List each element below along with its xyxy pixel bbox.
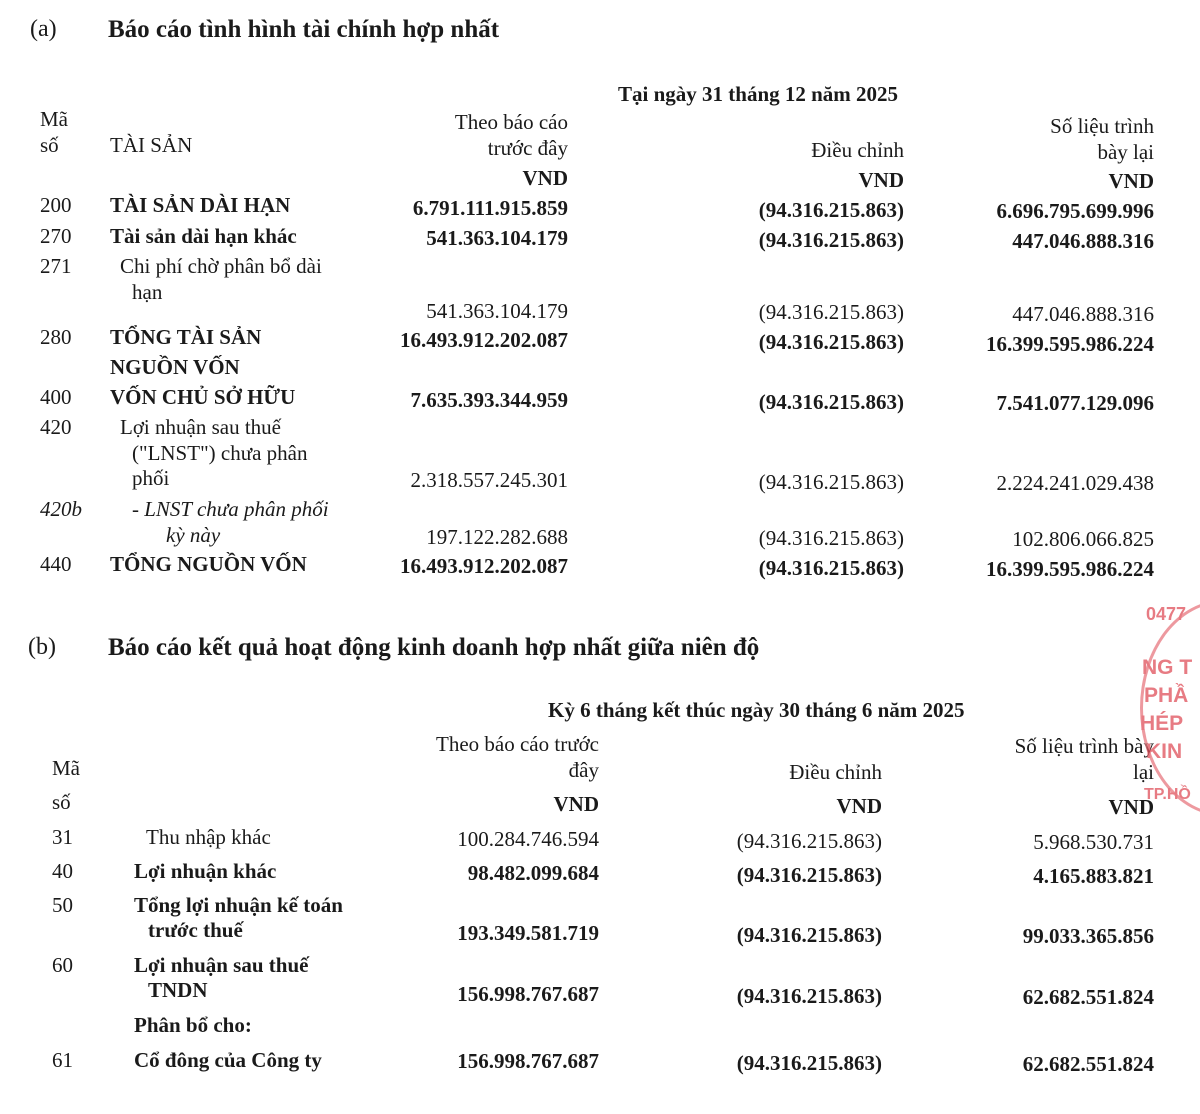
header-col3-unit: VND <box>1108 795 1154 819</box>
row-code: 31 <box>52 825 73 849</box>
row-code: 60 <box>52 953 73 977</box>
row-label-cont: phối <box>132 466 170 490</box>
section-a-title: Báo cáo tình hình tài chính hợp nhất <box>108 16 500 43</box>
row-label: Thu nhập khác <box>146 825 271 849</box>
row-label-cont: hạn <box>132 280 163 304</box>
row-value-restated: 62.682.551.824 <box>1022 985 1154 1009</box>
row-label: Chi phí chờ phân bổ dài <box>120 254 322 278</box>
stamp-ring <box>1140 600 1200 816</box>
row-label-cont: kỳ này <box>166 523 221 547</box>
row-value-previous: 100.284.746.594 <box>457 827 599 851</box>
section-b-title: Báo cáo kết quả hoạt động kinh doanh hợp nhất giữa niên độ <box>108 634 760 661</box>
row-value-adjustment: (94.316.215.863) <box>758 526 904 550</box>
row-value-previous: 541.363.104.179 <box>426 226 568 250</box>
row-code: 271 <box>40 254 72 278</box>
row-code: 200 <box>40 193 72 217</box>
row-value-adjustment: (94.316.215.863) <box>736 923 882 947</box>
stamp-text: TP.HỒ <box>1144 786 1191 803</box>
row-value-restated: 4.165.883.821 <box>1033 864 1154 888</box>
row-value-restated: 447.046.888.316 <box>1012 302 1154 326</box>
row-value-previous: 541.363.104.179 <box>426 299 568 323</box>
row-value-adjustment: (94.316.215.863) <box>758 470 904 494</box>
row-label-cont: trước thuế <box>148 918 243 942</box>
stamp-text: 0477 <box>1146 604 1187 624</box>
row-value-previous: 156.998.767.687 <box>457 1049 599 1073</box>
header-col1-unit: VND <box>553 792 599 816</box>
equity-section-heading: NGUỒN VỐN <box>110 355 240 379</box>
header-col1-line2: trước đây <box>487 136 568 160</box>
row-label-cont: ("LNST") chưa phân <box>132 441 308 465</box>
header-col3-line2: lại <box>1133 760 1154 784</box>
header-col1-line1: Theo báo cáo trước <box>436 732 599 756</box>
header-code-line2: số <box>52 790 71 814</box>
row-code: 440 <box>40 552 72 576</box>
header-col2-unit: VND <box>836 794 882 818</box>
row-code: 40 <box>52 859 73 883</box>
row-code: 420 <box>40 415 72 439</box>
row-value-restated: 7.541.077.129.096 <box>996 391 1154 415</box>
row-value-restated: 16.399.595.986.224 <box>986 332 1154 356</box>
row-label: Lợi nhuận khác <box>134 859 277 883</box>
row-label: - LNST chưa phân phối <box>132 497 329 521</box>
row-value-previous: 197.122.282.688 <box>426 525 568 549</box>
company-seal-stamp <box>1140 590 1200 830</box>
row-value-restated: 102.806.066.825 <box>1012 527 1154 551</box>
row-value-restated: 6.696.795.699.996 <box>996 199 1154 223</box>
row-value-restated: 62.682.551.824 <box>1022 1052 1154 1076</box>
row-code: 61 <box>52 1048 73 1072</box>
row-value-previous: 16.493.912.202.087 <box>400 328 568 352</box>
row-value-adjustment: (94.316.215.863) <box>758 390 904 414</box>
section-b-letter: (b) <box>28 634 56 660</box>
section-a-period: Tại ngày 31 tháng 12 năm 2025 <box>618 82 899 106</box>
allocation-heading: Phân bổ cho: <box>134 1013 252 1037</box>
stamp-text: PHẦ <box>1144 684 1189 707</box>
row-label: TỔNG NGUỒN VỐN <box>110 552 307 576</box>
header-col1-line1: Theo báo cáo <box>454 110 568 134</box>
header-code-line1: Mã <box>52 756 80 780</box>
row-label-cont: TNDN <box>148 978 208 1002</box>
row-value-adjustment: (94.316.215.863) <box>758 556 904 580</box>
row-label: Lợi nhuận sau thuế <box>120 415 281 439</box>
row-value-adjustment: (94.316.215.863) <box>736 863 882 887</box>
section-b-period: Kỳ 6 tháng kết thúc ngày 30 tháng 6 năm 2025 <box>548 698 965 722</box>
row-value-adjustment: (94.316.215.863) <box>736 984 882 1008</box>
row-value-previous: 193.349.581.719 <box>457 921 599 945</box>
header-col3-unit: VND <box>1108 169 1154 193</box>
header-col3-line1: Số liệu trình bày <box>1014 734 1154 758</box>
header-col2-unit: VND <box>858 168 904 192</box>
row-value-previous: 2.318.557.245.301 <box>410 468 568 492</box>
header-col3-line1: Số liệu trình <box>1050 114 1154 138</box>
row-value-previous: 156.998.767.687 <box>457 982 599 1006</box>
stamp-text: NG T <box>1142 656 1193 679</box>
header-col1-line2: đây <box>568 758 599 782</box>
row-label: Tổng lợi nhuận kế toán <box>134 893 343 917</box>
row-label: Cổ đông của Công ty <box>134 1048 322 1072</box>
header-code-line2: số <box>40 133 59 157</box>
row-value-restated: 2.224.241.029.438 <box>996 471 1154 495</box>
row-value-adjustment: (94.316.215.863) <box>758 300 904 324</box>
row-code: 400 <box>40 385 72 409</box>
row-value-restated: 5.968.530.731 <box>1033 830 1154 854</box>
row-code: 270 <box>40 224 72 248</box>
stamp-text: KIN <box>1146 740 1183 763</box>
row-value-previous: 7.635.393.344.959 <box>410 388 568 412</box>
row-label: TỔNG TÀI SẢN <box>110 325 262 349</box>
row-label: Lợi nhuận sau thuế <box>134 953 309 977</box>
row-value-restated: 447.046.888.316 <box>1012 229 1154 253</box>
row-value-previous: 6.791.111.915.859 <box>412 196 568 220</box>
header-col2-line1: Điều chỉnh <box>789 760 882 784</box>
row-value-adjustment: (94.316.215.863) <box>758 198 904 222</box>
row-value-restated: 99.033.365.856 <box>1022 924 1154 948</box>
header-col1-unit: VND <box>522 166 568 190</box>
row-value-adjustment: (94.316.215.863) <box>736 829 882 853</box>
row-code: 50 <box>52 893 73 917</box>
row-label: VỐN CHỦ SỞ HỮU <box>110 385 296 409</box>
header-code-line1: Mã <box>40 107 68 131</box>
row-label: TÀI SẢN DÀI HẠN <box>110 193 291 217</box>
row-code: 280 <box>40 325 72 349</box>
row-value-previous: 16.493.912.202.087 <box>400 554 568 578</box>
section-a-letter: (a) <box>30 16 57 42</box>
row-value-restated: 16.399.595.986.224 <box>986 557 1154 581</box>
row-value-adjustment: (94.316.215.863) <box>758 228 904 252</box>
row-code: 420b <box>40 497 82 521</box>
header-col3-line2: bày lại <box>1097 140 1154 164</box>
stamp-text: HÉP <box>1140 712 1184 735</box>
row-value-adjustment: (94.316.215.863) <box>736 1051 882 1075</box>
header-item-label: TÀI SẢN <box>110 133 193 157</box>
row-label: Tài sản dài hạn khác <box>110 224 297 248</box>
row-value-previous: 98.482.099.684 <box>467 861 599 885</box>
row-value-adjustment: (94.316.215.863) <box>758 330 904 354</box>
header-col2-line1: Điều chỉnh <box>811 138 904 162</box>
